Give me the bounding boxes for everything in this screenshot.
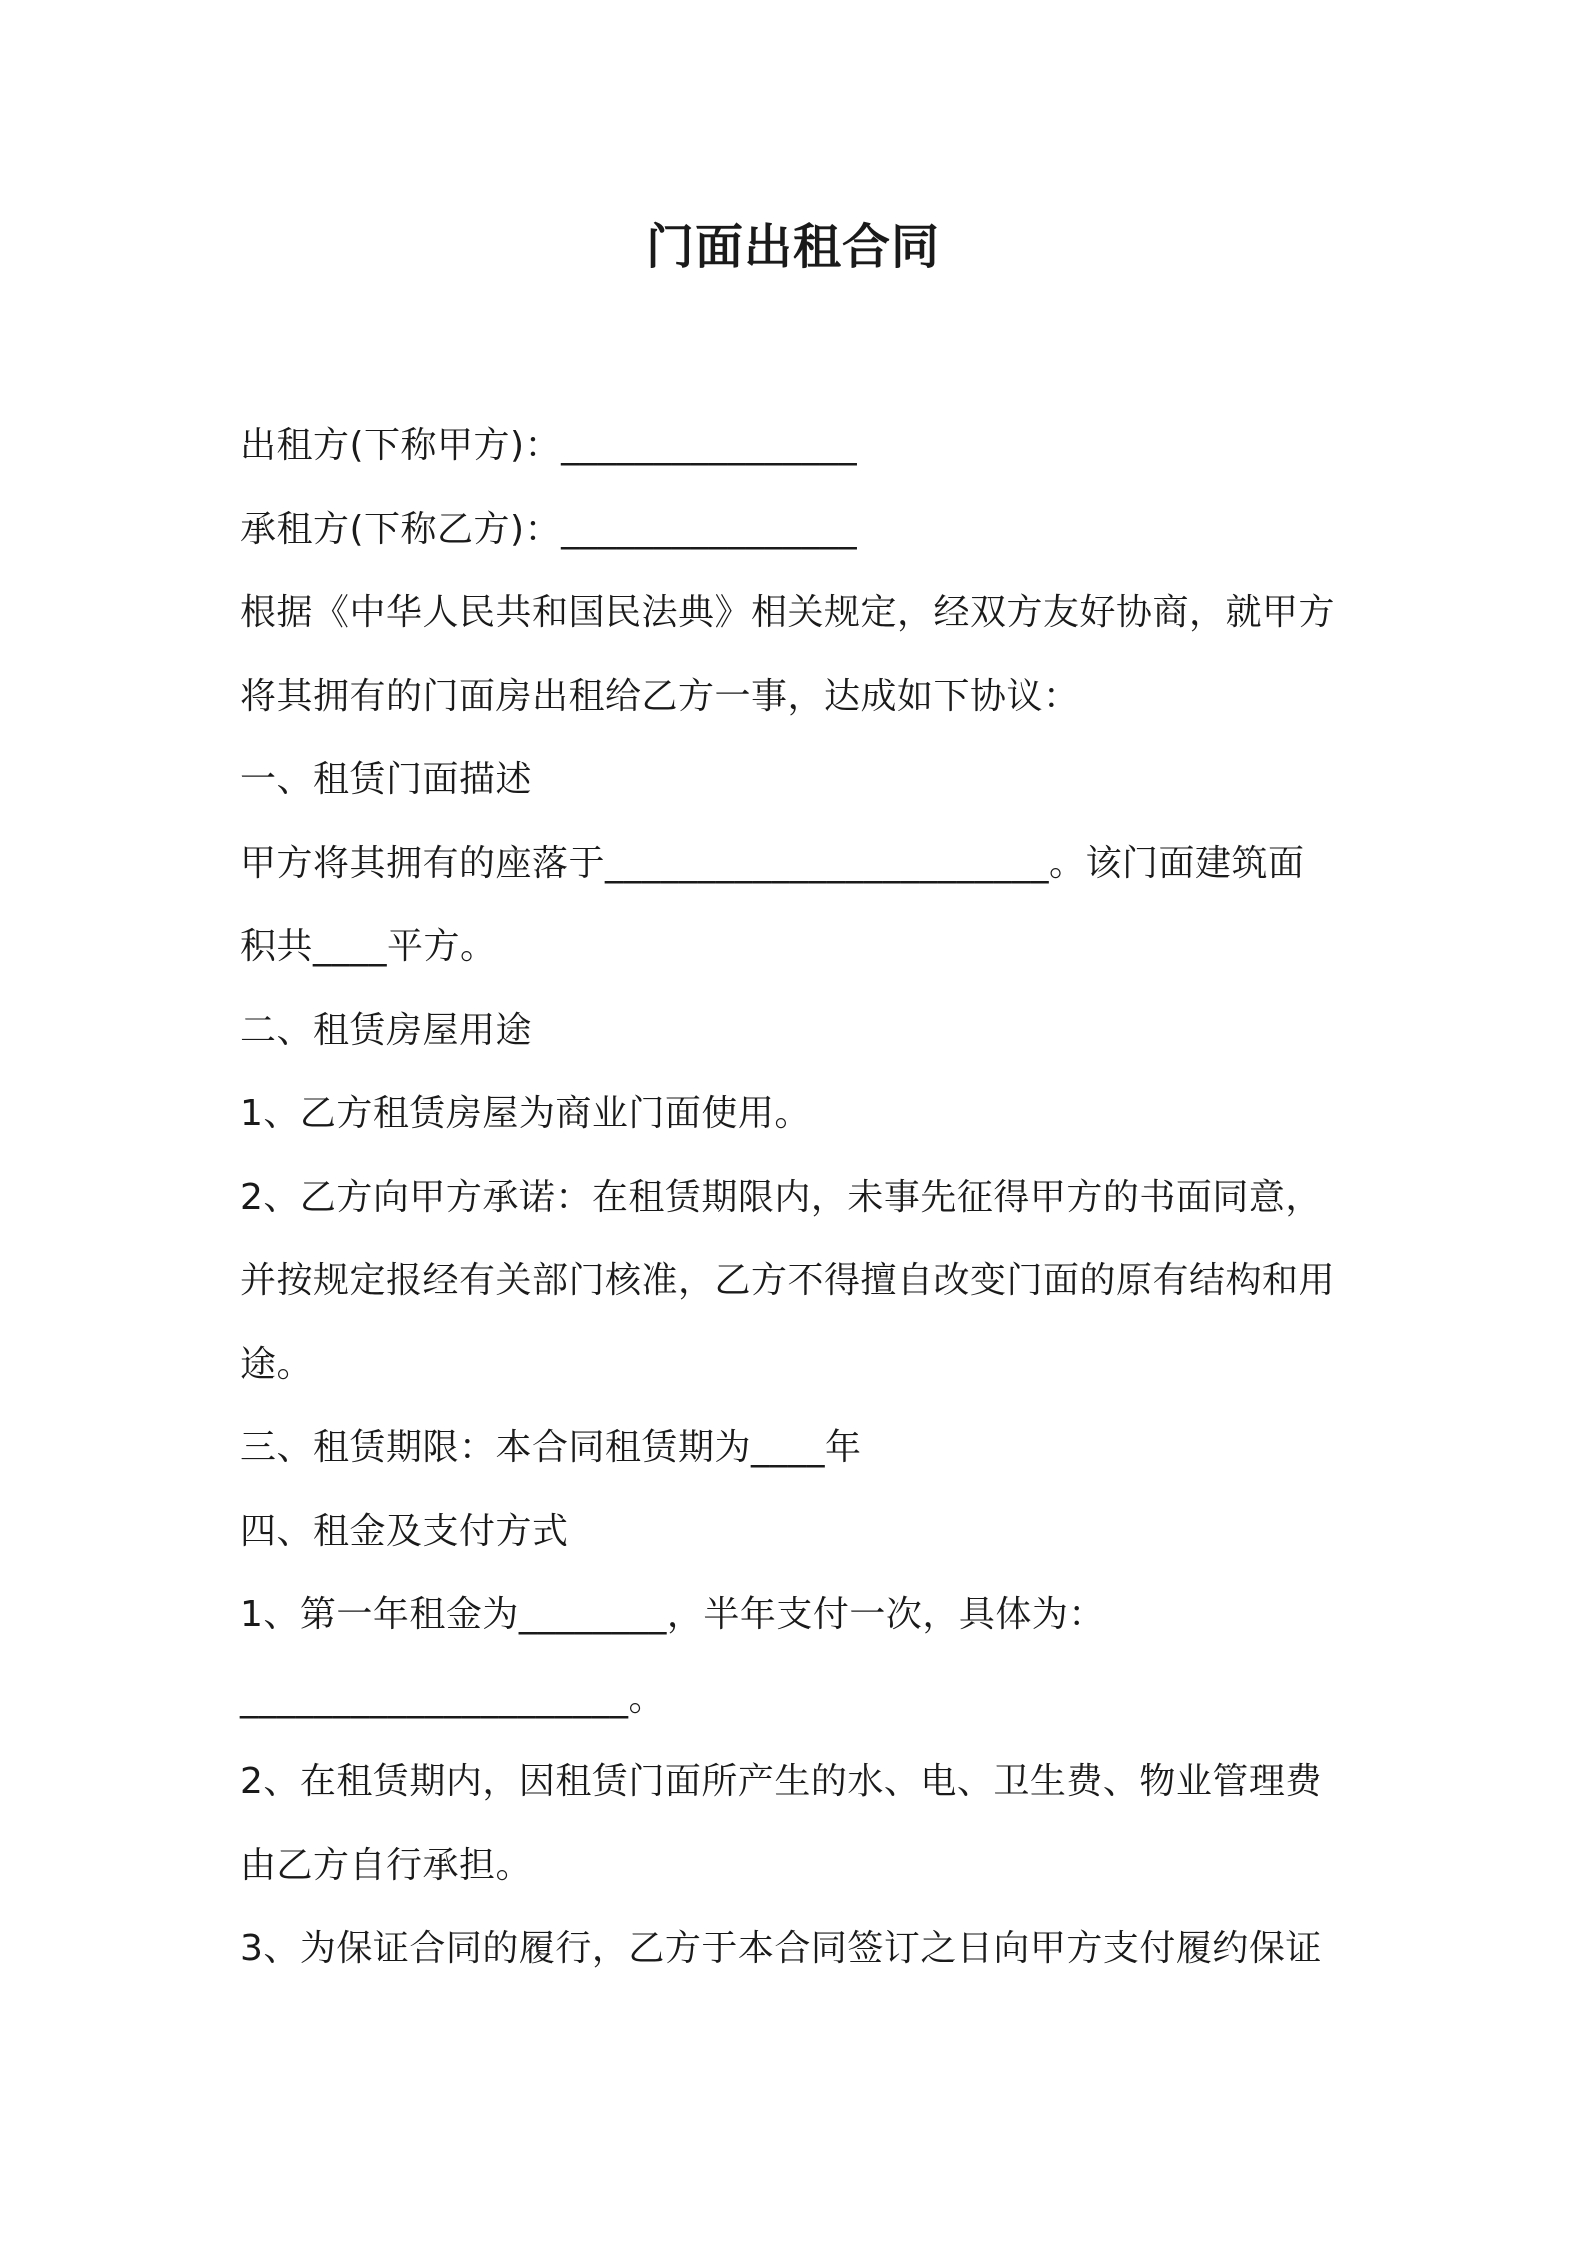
section-1-line-2: 积共____平方。: [240, 926, 497, 967]
section-4-item-3-line-1: 3、为保证合同的履行，乙方于本合同签订之日向甲方支付履约保证: [240, 1928, 1322, 1969]
preamble-line-1: 根据《中华人民共和国民法典》相关规定，经双方友好协商，就甲方: [240, 592, 1336, 633]
section-4-item-2-line-2: 由乙方自行承担。: [240, 1844, 533, 1886]
document-title: 门面出租合同: [645, 219, 940, 275]
section-2-heading: 二、租赁房屋用途: [240, 1009, 533, 1051]
document-body: [240, 404, 1360, 1991]
party-b-line: 承租方(下称乙方)：________________: [240, 508, 858, 550]
preamble-line-2: 将其拥有的门面房出租给乙方一事，达成如下协议：: [240, 675, 1080, 717]
section-2-item-1: 1、乙方租赁房屋为商业门面使用。: [240, 1093, 811, 1134]
section-1-heading: 一、租赁门面描述: [240, 759, 533, 800]
section-4-item-2-line-1: 2、在租赁期内，因租赁门面所产生的水、电、卫生费、物业管理费: [240, 1761, 1322, 1802]
party-a-line: 出租方(下称甲方)：________________: [240, 425, 858, 466]
section-3-heading: 三、租赁期限：本合同租赁期为____年: [240, 1427, 862, 1468]
section-2-item-2-line-3: 途。: [240, 1343, 314, 1385]
section-2-item-2-line-1: 2、乙方向甲方承诺：在租赁期限内，未事先征得甲方的书面同意，: [240, 1176, 1322, 1218]
section-4-item-1-line-1: 1、第一年租金为________，半年支付一次，具体为：: [240, 1594, 1105, 1635]
section-2-item-2-line-2: 并按规定报经有关部门核准，乙方不得擅自改变门面的原有结构和用: [240, 1260, 1336, 1301]
section-4-item-1-line-2: _____________________。: [240, 1677, 665, 1719]
section-4-heading: 四、租金及支付方式: [240, 1510, 569, 1552]
section-1-line-1: 甲方将其拥有的座落于________________________。该门面建筑面: [240, 842, 1305, 884]
